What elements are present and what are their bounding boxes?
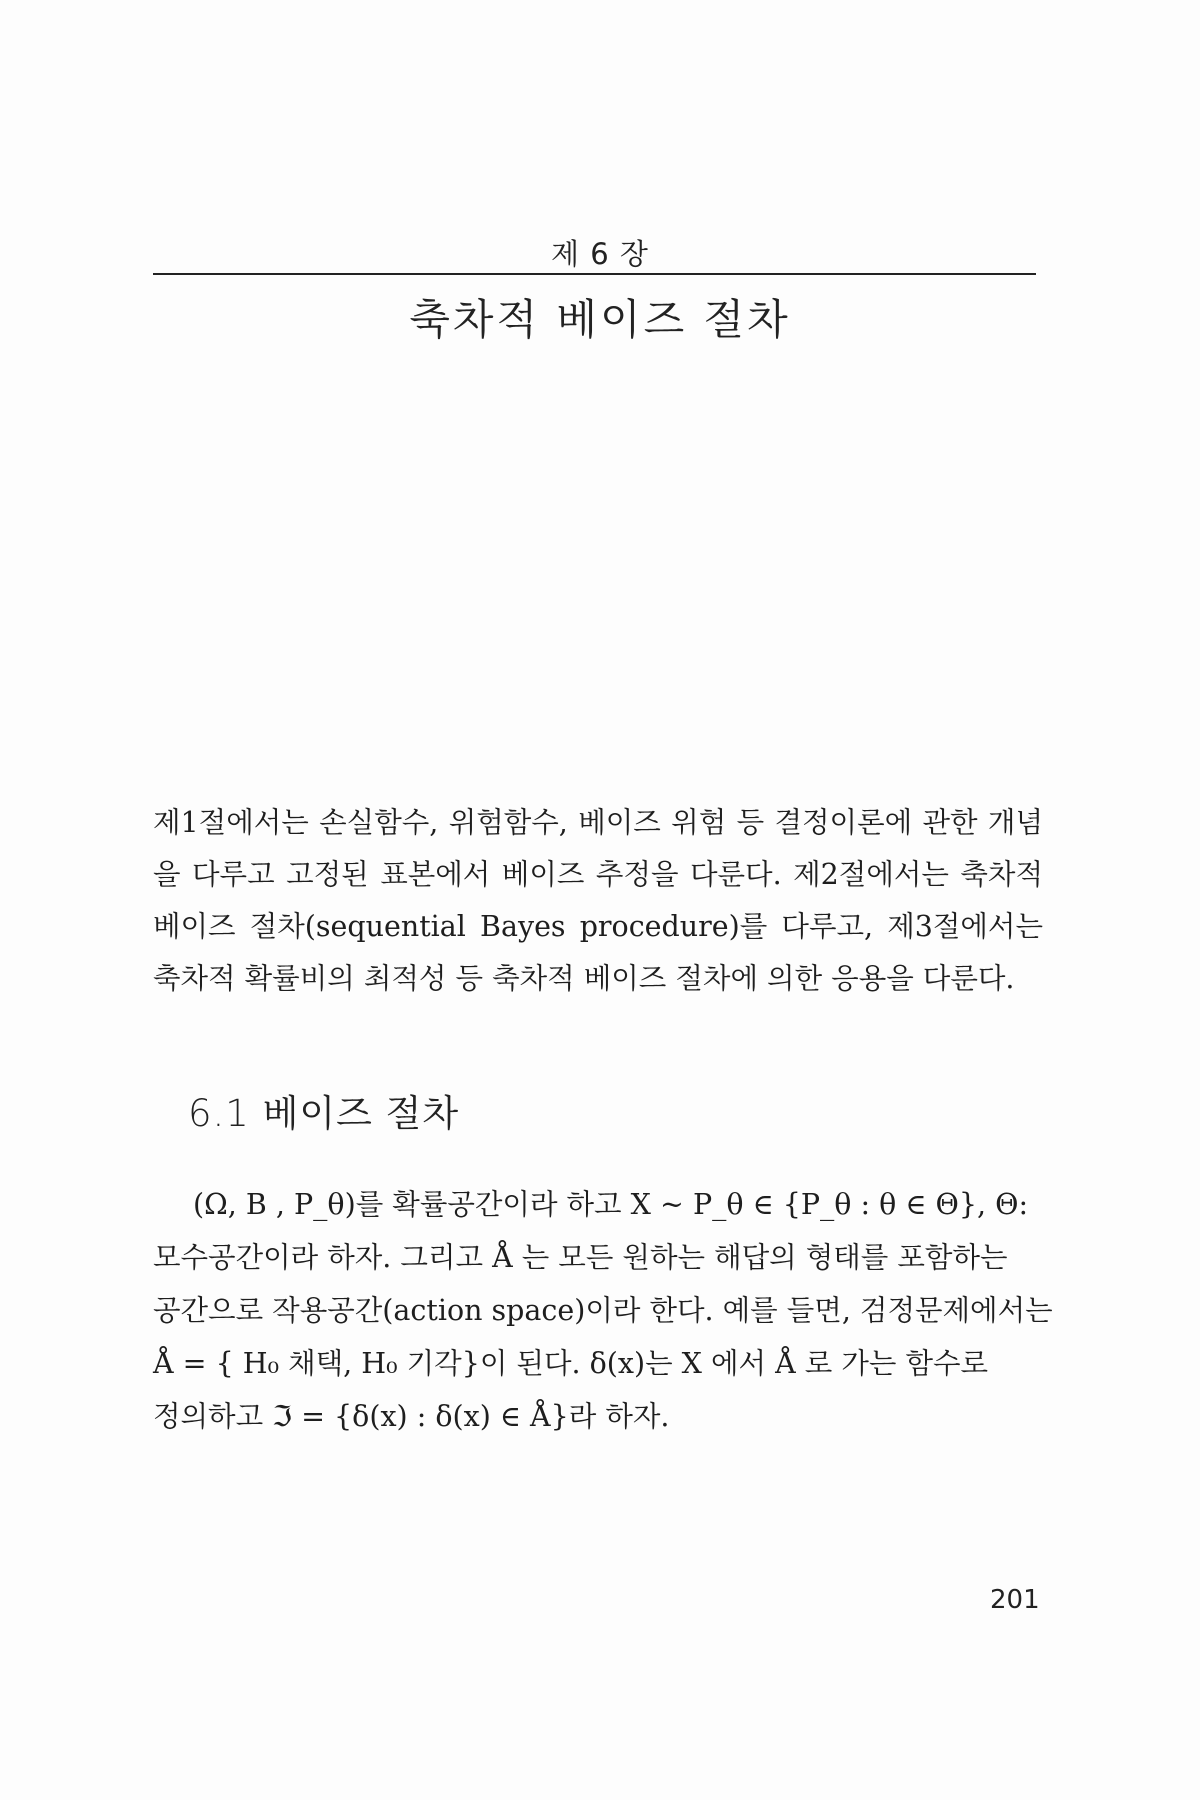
chapter-divider (153, 273, 1036, 275)
intro-paragraph: 제1절에서는 손실함수, 위험함수, 베이즈 위험 등 결정이론에 관한 개념을 다루고 고정된 표본에서 베이즈 추정을 다룬다. 제2절에서는 축차적 베이즈 절차(sequential Bayes procedure)를 다루고, 제3절에서는 축차적 확률비의 최적성 등 축차적 베이즈 절차에 의한 응용을 다룬다. (153, 805, 1043, 995)
section-line: Å = { H₀ 채택, H₀ 기각}이 된다. δ(x)는 X 에서 Å 로 가는 함수로 (153, 1347, 989, 1380)
page-number: 201 (990, 1585, 1040, 1615)
section-line: 모수공간이라 하자. 그리고 Å 는 모든 원하는 해답의 형태를 포함하는 (153, 1241, 1008, 1274)
chapter-title: 축차적 베이즈 절차 (409, 295, 791, 344)
section-heading: 6.1 베이즈 절차 (188, 1092, 460, 1135)
chapter-label: 제 6 장 (551, 237, 649, 271)
section-line: 정의하고 ℑ = {δ(x) : δ(x) ∈ Å}라 하자. (153, 1400, 670, 1433)
section-body (153, 1178, 1053, 1443)
section-line: (Ω, B , P_θ)를 확률공간이라 하고 X ~ P_θ ∈ {P_θ : θ ∈ Θ}, Θ: (193, 1188, 1029, 1221)
section-line: 공간으로 작용공간(action space)이라 한다. 예를 들면, 검정문제에서는 (153, 1294, 1053, 1327)
